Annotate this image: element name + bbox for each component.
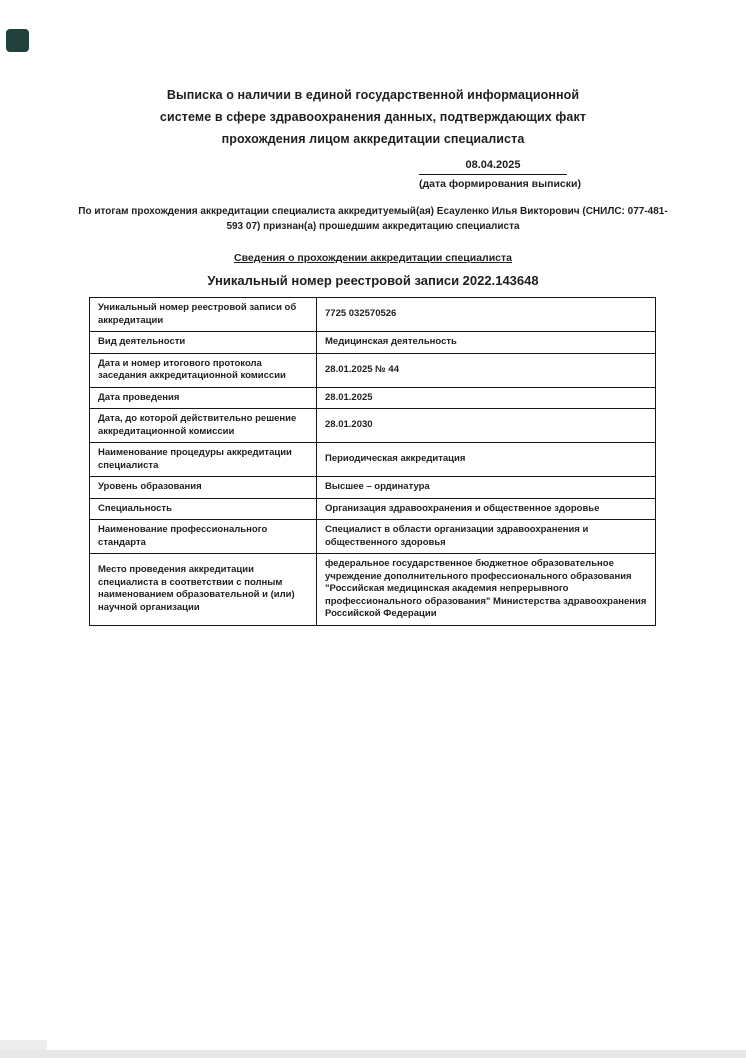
intro-line: 593 07) признан(а) прошедшим аккредитацию специалиста	[226, 221, 520, 232]
field-label-cell: Дата и номер итогового протокола заседания аккредитационной комиссии	[90, 353, 317, 387]
field-label-cell: Уровень образования	[90, 477, 317, 499]
field-value-cell: Медицинская деятельность	[317, 332, 656, 354]
table-row	[90, 353, 656, 387]
table-row	[90, 520, 656, 554]
field-value-cell: Высшее – ординатура	[317, 477, 656, 499]
extract-date-caption: (дата формирования выписки)	[419, 178, 581, 190]
accreditation-table-body	[90, 298, 656, 626]
field-value-cell: 28.01.2025 № 44	[317, 353, 656, 387]
table-row	[90, 298, 656, 332]
table-row	[90, 498, 656, 520]
extract-date: 08.04.2025	[419, 159, 567, 175]
accreditation-table	[89, 297, 656, 626]
registry-number-heading: Уникальный номер реестровой записи 2022.143648	[207, 273, 539, 288]
field-value-cell: Организация здравоохранения и общественное здоровье	[317, 498, 656, 520]
table-row	[90, 477, 656, 499]
field-value-cell: 7725 032570526	[317, 298, 656, 332]
app-badge-icon	[6, 29, 29, 52]
document-title-line: системе в сфере здравоохранения данных, подтверждающих факт	[159, 110, 587, 124]
table-row	[90, 554, 656, 626]
intro-line: По итогам прохождения аккредитации специалиста аккредитуемый(ая) Есауленко Илья Викторович (СНИЛС: 077-481-	[78, 206, 668, 217]
table-row	[90, 409, 656, 443]
field-value-cell: 28.01.2025	[317, 387, 656, 409]
table-row	[90, 332, 656, 354]
field-value-cell: Специалист в области организации здравоохранения и общественного здоровья	[317, 520, 656, 554]
document-title-line: Выписка о наличии в единой государственной информационной	[166, 88, 580, 102]
table-row	[90, 387, 656, 409]
field-value-cell: Периодическая аккредитация	[317, 443, 656, 477]
field-label-cell: Дата, до которой действительно решение аккредитационной комиссии	[90, 409, 317, 443]
intro-paragraph	[0, 204, 746, 234]
field-label-cell: Наименование профессионального стандарта	[90, 520, 317, 554]
field-label-cell: Уникальный номер реестровой записи об аккредитации	[90, 298, 317, 332]
field-label-cell: Наименование процедуры аккредитации специалиста	[90, 443, 317, 477]
field-value-cell: 28.01.2030	[317, 409, 656, 443]
document-title-line: прохождения лицом аккредитации специалиста	[221, 132, 525, 146]
field-label-cell: Специальность	[90, 498, 317, 520]
field-value-cell: федеральное государственное бюджетное образовательное учреждение дополнительного профессионального образования "Российская медицинская академия непрерывного профессионального образования" Министерства здравоохранения Российской Федерации	[317, 554, 656, 626]
extract-date-block	[419, 159, 581, 190]
field-label-cell: Дата проведения	[90, 387, 317, 409]
document-title	[0, 84, 746, 150]
section-heading: Сведения о прохождении аккредитации специалиста	[234, 252, 512, 264]
bottom-bar	[0, 1050, 746, 1058]
field-label-cell: Вид деятельности	[90, 332, 317, 354]
field-label-cell: Место проведения аккредитации специалиста в соответствии с полным наименованием образовательной и (или) научной организации	[90, 554, 317, 626]
table-row	[90, 443, 656, 477]
